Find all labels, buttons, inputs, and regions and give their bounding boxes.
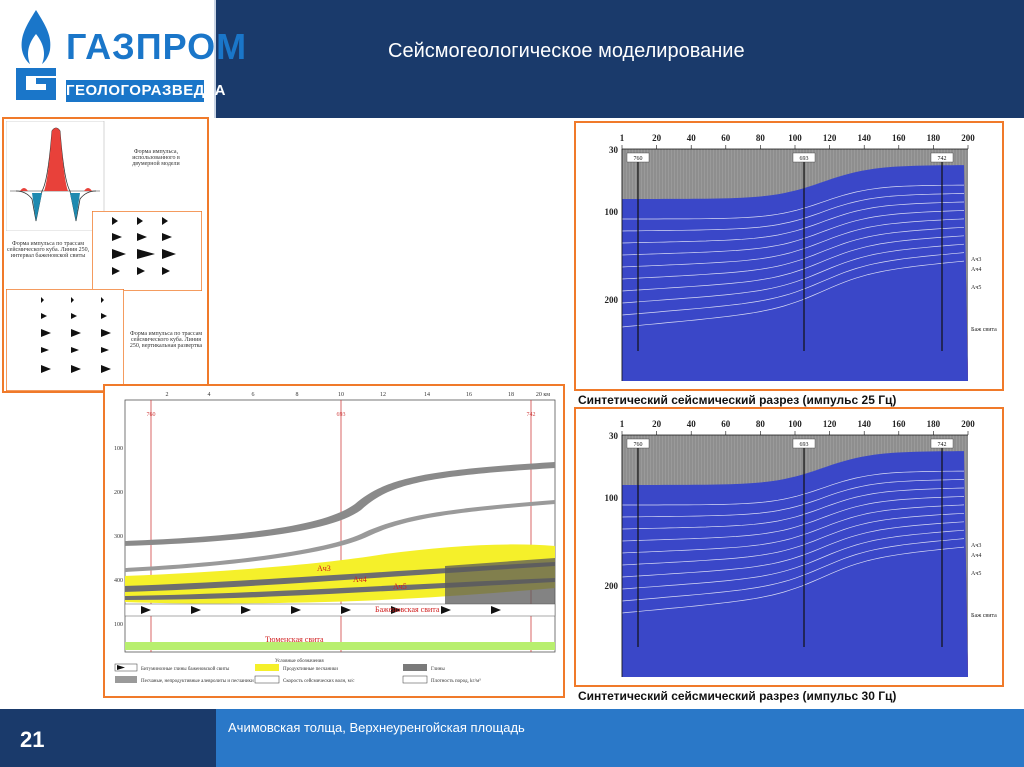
footer-caption: Ачимовская толща, Верхнеуренгойская площадь (228, 720, 525, 735)
seismic-horizon-label: Ач3 (971, 257, 982, 263)
seismic-horizon-label: Ач3 (971, 543, 982, 549)
seismic-x-tick: 40 (686, 419, 696, 429)
seismic-y-tick: 30 (609, 145, 618, 155)
seismic-section-30hz-figure (576, 409, 1002, 685)
geo-legend-item: Песчаные, непродуктивные алевролиты и песчаники (141, 679, 254, 684)
seismic-x-tick: 20 (652, 133, 662, 143)
seismic-well-label: 760 (633, 442, 643, 448)
geo-layer-label: Ач5 (393, 582, 407, 591)
seismic-x-tick: 180 (926, 133, 941, 143)
seismic-y-tick: 200 (604, 295, 618, 305)
seismic-x-tick: 60 (721, 133, 731, 143)
seismic-30hz-caption: Синтетический сейсмический разрез (импульс 30 Гц) (578, 689, 897, 703)
logo-subtitle: ГЕОЛОГОРАЗВЕДКА (66, 80, 204, 102)
slide-number: 21 (20, 727, 45, 752)
pulse-traces-figure-1 (92, 211, 202, 291)
geo-x-tick: 14 (424, 392, 430, 398)
seismic-x-tick: 180 (926, 419, 941, 429)
geo-well-label: 760 (146, 412, 156, 418)
seismic-25hz-caption: Синтетический сейсмический разрез (импульс 25 Гц) (578, 393, 897, 407)
geo-legend (115, 659, 481, 684)
geo-x-tick: 4 (207, 392, 211, 398)
geo-legend-item: Глины (431, 667, 445, 672)
seismic-horizon-label: Баж свита (971, 613, 997, 619)
seismic-section-25hz-figure (576, 123, 1002, 389)
pulse-note-2: Форма импульса по трассам сейсмического куба. Линия 250, интервал баженовской свиты (6, 241, 90, 259)
geological-model-figure (105, 386, 563, 696)
seismic-x-tick: 140 (857, 419, 871, 429)
geo-x-tick: 20 км (535, 392, 551, 398)
geo-x-tick: 2 (165, 392, 169, 398)
geo-legend-item: Скорость сейсмических волн, м/с (283, 679, 355, 684)
geo-x-tick: 8 (295, 392, 299, 398)
geo-y-tick: 100 (114, 446, 123, 452)
seismic-y-tick: 100 (604, 493, 618, 503)
seismic-horizon-label: Ач5 (971, 571, 982, 577)
seismic-horizon-label: Ач5 (971, 285, 982, 291)
geo-x-tick: 10 (338, 392, 344, 398)
slide-title: Сейсмогеологическое моделирование (388, 40, 745, 62)
geo-x-tick: 6 (251, 392, 255, 398)
seismic-x-tick: 120 (822, 419, 837, 429)
seismic-x-tick: 1 (619, 419, 625, 429)
seismic-x-tick: 160 (892, 419, 906, 429)
geo-x-axis (166, 392, 551, 398)
seismic-x-tick: 20 (652, 419, 662, 429)
geo-x-tick: 16 (466, 392, 472, 398)
seismic-x-tick: 40 (686, 133, 696, 143)
seismic-y-tick: 30 (609, 431, 618, 441)
seismic-well-label: 760 (633, 156, 643, 162)
seismic-x-tick: 80 (755, 133, 765, 143)
seismic-x-tick: 80 (755, 419, 765, 429)
seismic-horizon-label: Ач4 (971, 553, 982, 559)
seismic-x-tick: 120 (822, 133, 837, 143)
logo-title: ГАЗПРОМ (66, 26, 248, 67)
geo-y-axis (114, 446, 123, 628)
geo-suite-label: Баженовская свита (375, 605, 440, 614)
geo-suite-label: Тюменская свита (265, 635, 324, 644)
seismic-x-tick: 200 (961, 419, 975, 429)
seismic-well-label: 742 (937, 156, 947, 162)
seismic-y-tick: 100 (604, 207, 618, 217)
seismic-x-tick: 140 (857, 133, 871, 143)
pulse-shape-panel (2, 117, 209, 393)
geological-model-panel (103, 384, 565, 698)
geo-x-tick: 12 (380, 392, 386, 398)
gazprom-flame-icon (6, 6, 66, 106)
seismic-section-25hz-panel (574, 121, 1004, 391)
seismic-y-tick: 200 (604, 581, 618, 591)
geo-well-label: 693 (336, 412, 346, 418)
geo-legend-item: Битуминозные глины баженовской свиты (141, 667, 230, 672)
geo-legend-item: Условные обозначения (275, 659, 324, 664)
geo-y-tick: 300 (114, 534, 123, 540)
seismic-x-tick: 160 (892, 133, 906, 143)
seismic-well-label: 693 (799, 442, 809, 448)
seismic-section-30hz-panel (574, 407, 1004, 687)
geo-y-tick: 100 (114, 622, 123, 628)
seismic-horizon-label: Баж свита (971, 327, 997, 333)
geo-legend-item: Продуктивные песчаники (283, 667, 338, 672)
seismic-well-label: 742 (937, 442, 947, 448)
geo-x-tick: 18 (508, 392, 514, 398)
seismic-horizon-label: Ач4 (971, 267, 982, 273)
pulse-note-1: Форма импульса, использованного в двумерной модели (132, 149, 180, 167)
geo-y-tick: 200 (114, 490, 123, 496)
geo-layer-label: Ач4 (353, 575, 367, 584)
geo-y-tick: 400 (114, 578, 123, 584)
seismic-x-tick: 100 (788, 419, 802, 429)
geo-well-label: 742 (526, 412, 536, 418)
seismic-x-tick: 60 (721, 419, 731, 429)
pulse-traces-figure-2 (6, 289, 124, 391)
seismic-x-tick: 100 (788, 133, 802, 143)
seismic-x-tick: 1 (619, 133, 625, 143)
geo-legend-item: Плотность пород, kг/м³ (431, 679, 481, 684)
pulse-wavelet-figure (6, 121, 106, 231)
geo-layer-label: Ач3 (317, 564, 331, 573)
gazprom-logo (0, 0, 248, 118)
seismic-x-tick: 200 (961, 133, 975, 143)
seismic-well-label: 693 (799, 156, 809, 162)
pulse-note-3: Форма импульса по трассам сейсмического куба. Линия 250, вертикальная развертка (129, 331, 203, 349)
